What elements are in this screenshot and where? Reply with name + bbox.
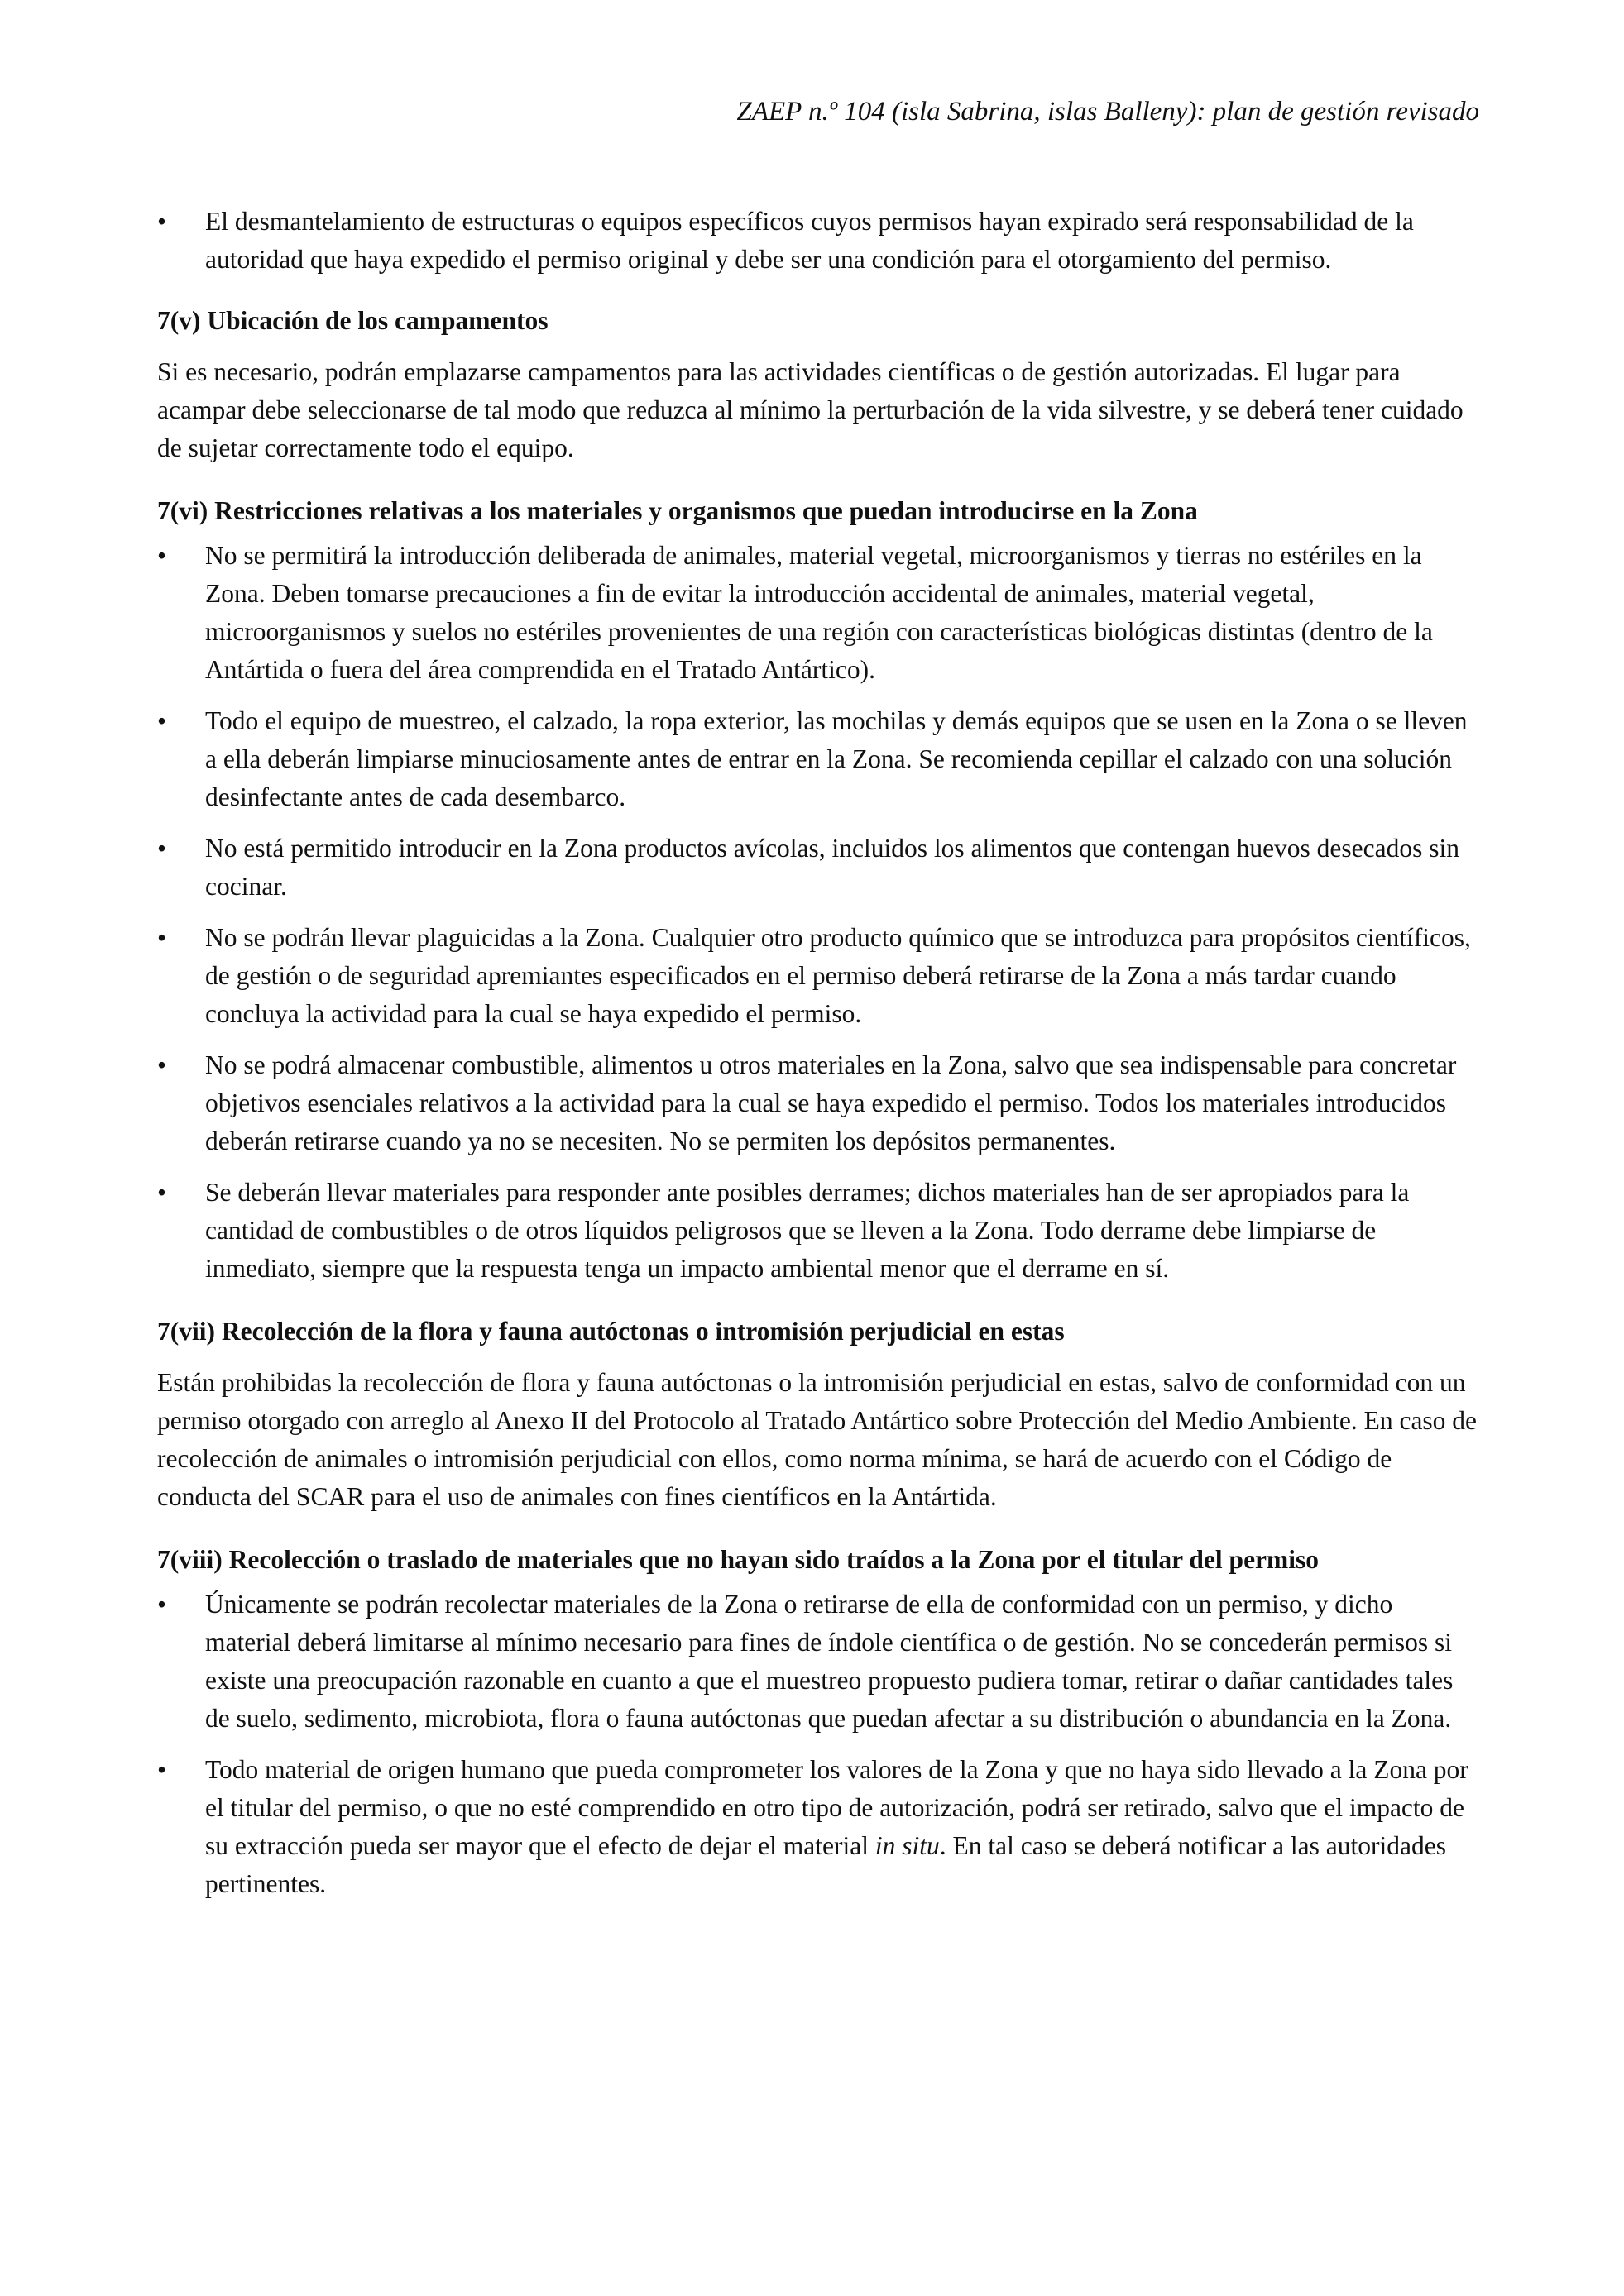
list-item (157, 1586, 1481, 1738)
section-heading-7vi: 7(vi) Restricciones relativas a los materiales y organismos que puedan introducirse en la Zona (157, 496, 1198, 525)
list-item (157, 919, 1481, 1033)
bullet-icon: • (157, 207, 167, 236)
italic-term: in situ (874, 1831, 940, 1860)
bullet-text-part: . En tal caso se deberá notificar a las autoridades pertinentes. (205, 1831, 1446, 1898)
list-item (157, 203, 1481, 279)
list-item (157, 1046, 1481, 1160)
bullet-text: No está permitido introducir en la Zona productos avícolas, incluidos los alimentos que contengan huevos desecados sin cocinar. (205, 834, 1460, 901)
bullet-icon: • (157, 923, 167, 952)
bullet-text: No se permitirá la introducción deliberada de animales, material vegetal, microorganismos y tierras no estériles en la Zona. Deben tomarse precauciones a fin de evitar la introducción accidental de animales, material vegetal, microorganismos y suelos no estériles provenientes de una región con características biológicas distintas (dentro de la Antártida o fuera del área comprendida en el Tratado Antártico). (205, 541, 1433, 684)
list-item (157, 1174, 1481, 1288)
bullet-text: Se deberán llevar materiales para responder ante posibles derrames; dichos materiales han de ser apropiados para la cantidad de combustibles o de otros líquidos peligrosos que se lleven a la Zona. Todo derrame debe limpiarse de inmediato, siempre que la respuesta tenga un impacto ambiental menor que el derrame en sí. (205, 1178, 1410, 1283)
bullet-icon: • (157, 1050, 167, 1079)
bullet-icon: • (157, 1178, 167, 1207)
bullet-text (205, 1755, 1468, 1898)
section-heading-7v: 7(v) Ubicación de los campamentos (157, 306, 549, 335)
section-7v-paragraph: Si es necesario, podrán emplazarse campamentos para las actividades científicas o de gestión autorizadas. El lugar para acampar debe seleccionarse de tal modo que reduzca al mínimo la perturbación de la vida silvestre, y se deberá tener cuidado de sujetar correctamente todo el equipo. (157, 357, 1464, 462)
section-heading-7viii: 7(viii) Recolección o traslado de materiales que no hayan sido traídos a la Zona por el titular del permiso (157, 1545, 1320, 1574)
bullet-text: Todo el equipo de muestreo, el calzado, la ropa exterior, las mochilas y demás equipos que se usen en la Zona o se lleven a ella deberán limpiarse minuciosamente antes de entrar en la Zona. Se recomienda cepillar el calzado con una solución desinfectante antes de cada desembarco. (205, 706, 1468, 811)
page-content (157, 203, 1481, 1916)
bullet-text: El desmantelamiento de estructuras o equipos específicos cuyos permisos hayan expirado será responsabilidad de la autoridad que haya expedido el permiso original y debe ser una condición para el otorgamiento del permiso. (205, 207, 1414, 274)
section-heading-7vii: 7(vii) Recolección de la flora y fauna autóctonas o intromisión perjudicial en estas (157, 1317, 1065, 1346)
section-7vii-paragraph: Están prohibidas la recolección de flora y fauna autóctonas o la intromisión perjudicial en estas, salvo de conformidad con un permiso otorgado con arreglo al Anexo II del Protocolo al Tratado Antártico sobre Protección del Medio Ambiente. En caso de recolección de animales o intromisión perjudicial con ellos, como norma mínima, se hará de acuerdo con el Código de conducta del SCAR para el uso de animales con fines científicos en la Antártida. (157, 1368, 1478, 1511)
bullet-icon: • (157, 834, 167, 863)
list-item (157, 537, 1481, 689)
list-item (157, 702, 1481, 816)
bullet-text: No se podrá almacenar combustible, alimentos u otros materiales en la Zona, salvo que sea indispensable para concretar objetivos esenciales relativos a la actividad para la cual se haya expedido el permiso. Todos los materiales introducidos deberán retirarse cuando ya no se necesiten. No se permiten los depósitos permanentes. (205, 1050, 1457, 1155)
bullet-icon: • (157, 1755, 167, 1784)
bullet-text: Únicamente se podrán recolectar materiales de la Zona o retirarse de ella de conformidad con un permiso, y dicho material deberá limitarse al mínimo necesario para fines de índole científica o de gestión. No se concederán permisos si existe una preocupación razonable en cuanto a que el muestreo propuesto pudiera tomar, retirar o dañar cantidades tales de suelo, sedimento, microbiota, flora o fauna autóctonas que puedan afectar a su distribución o abundancia en la Zona. (205, 1590, 1454, 1733)
list-item (157, 1751, 1481, 1903)
running-header: ZAEP n.º 104 (isla Sabrina, islas Balleny): plan de gestión revisado (736, 97, 1479, 127)
bullet-text-part: Todo material de origen humano que pueda comprometer los valores de la Zona y que no haya sido llevado a la Zona por el titular del permiso, o que no esté comprendido en otro tipo de autorización, podrá ser retirado, salvo que el impacto de su extracción pueda ser mayor que el efecto de dejar el material (205, 1755, 1468, 1860)
bullet-text: No se podrán llevar plaguicidas a la Zona. Cualquier otro producto químico que se introduzca para propósitos científicos, de gestión o de seguridad apremiantes especificados en el permiso deberá retirarse de la Zona a más tardar cuando concluya la actividad para la cual se haya expedido el permiso. (205, 923, 1471, 1028)
bullet-icon: • (157, 1590, 167, 1619)
list-item (157, 830, 1481, 906)
bullet-icon: • (157, 541, 167, 570)
bullet-icon: • (157, 706, 167, 735)
